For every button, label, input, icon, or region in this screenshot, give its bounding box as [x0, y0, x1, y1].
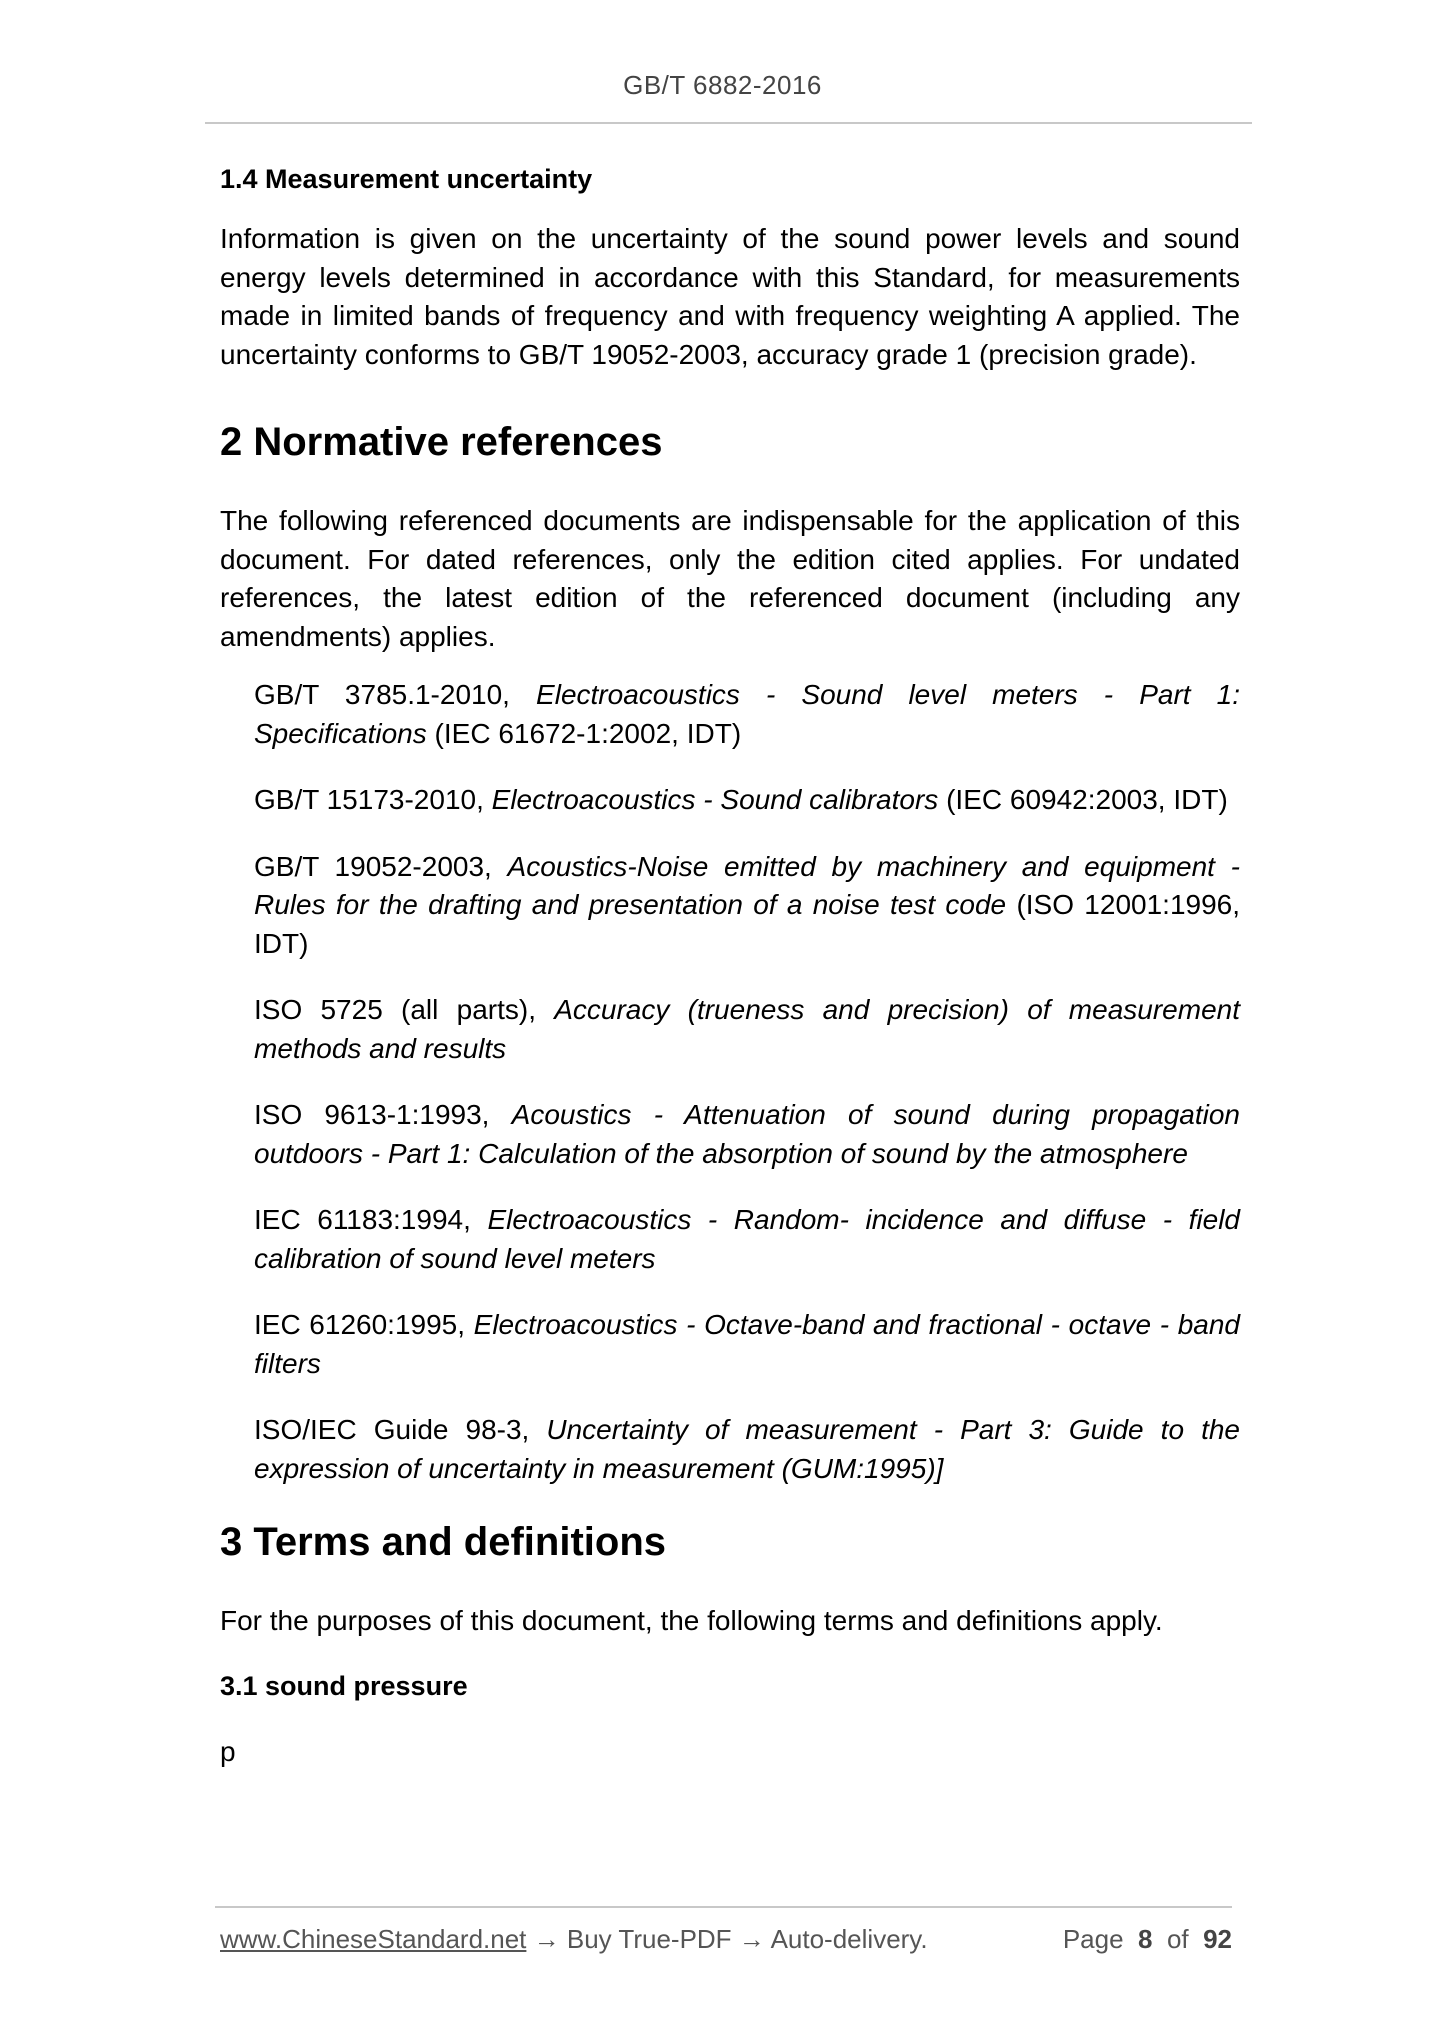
reference-item	[254, 991, 1240, 1068]
reference-suffix: (ISO 12001:1996, IDT)	[254, 889, 1241, 959]
reference-code: GB/T 15173-2010,	[254, 784, 492, 815]
section-1-4-body: Information is given on the uncertainty of the sound power levels and sound energy levels determined in accordance with this Standard, for measurements made in limited bands of frequency and with frequency weighting A applied. The uncertainty conforms to GB/T 19052-2003, accuracy grade 1 (precision grade).	[220, 223, 1240, 370]
section-2-heading: 2 Normative references	[220, 420, 663, 464]
footer-tagline: → Buy True-PDF → Auto-delivery.	[526, 1924, 928, 1954]
section-2-body: The following referenced documents are indispensable for the application of this document. For dated references, only the edition cited applies. For undated references, the latest edition of the referenced document (including any amendments) applies.	[220, 505, 1240, 652]
reference-title: Electroacoustics - Random- incidence and diffuse - field calibration of sound level meters	[254, 1204, 1240, 1274]
section-3-body: For the purposes of this document, the following terms and definitions apply.	[220, 1605, 1163, 1636]
reference-title: Uncertainty of measurement - Part 3: Guide to the expression of uncertainty in measurement (GUM:1995)]	[254, 1414, 1240, 1484]
footer-divider	[215, 1906, 1232, 1908]
page-label: Page	[1062, 1924, 1124, 1954]
reference-code: IEC 61183:1994,	[254, 1204, 488, 1235]
sound-pressure-symbol: p	[220, 1735, 236, 1767]
website-link[interactable]: www.ChineseStandard.net	[220, 1924, 527, 1954]
reference-suffix: (IEC 60942:2003, IDT)	[938, 784, 1228, 815]
reference-item	[254, 781, 1240, 820]
reference-title: Electroacoustics - Sound level meters - Part 1: Specifications	[254, 679, 1240, 749]
reference-item	[254, 1096, 1240, 1173]
running-header-title: GB/T 6882-2016	[623, 70, 822, 100]
reference-code: GB/T 19052-2003,	[254, 850, 508, 882]
page-total: 92	[1203, 1924, 1232, 1954]
page-body	[220, 150, 1240, 1771]
reference-item	[254, 1306, 1240, 1383]
reference-suffix: (IEC 61672-1:2002, IDT)	[426, 717, 742, 749]
reference-title: Acoustics - Attenuation of sound during propagation outdoors - Part 1: Calculation of the absorption of sound by the atmosphere	[254, 1099, 1241, 1169]
reference-title: Electroacoustics - Octave-band and fractional - octave - band filters	[254, 1309, 1240, 1379]
reference-code: ISO 9613-1:1993,	[254, 1099, 512, 1130]
reference-title: Electroacoustics - Sound calibrators	[491, 784, 939, 815]
footer-promo	[220, 1924, 928, 1955]
reference-title: Accuracy (trueness and precision) of measurement methods and results	[254, 994, 1240, 1064]
reference-item	[254, 848, 1240, 964]
page-counter	[1063, 1924, 1232, 1955]
reference-title: Acoustics-Noise emitted by machinery and equipment - Rules for the drafting and presentation of a noise test code	[254, 850, 1240, 920]
section-3-1-heading: 3.1 sound pressure	[220, 1670, 468, 1701]
page-number: 8	[1138, 1924, 1153, 1954]
section-3-heading: 3 Terms and definitions	[220, 1520, 666, 1564]
reference-item	[254, 1411, 1240, 1488]
section-1-4-heading: 1.4 Measurement uncertainty	[220, 164, 593, 194]
reference-code: ISO 5725 (all parts),	[254, 994, 555, 1025]
reference-item	[254, 676, 1240, 753]
normative-reference-list	[220, 676, 1240, 1488]
reference-code: IEC 61260:1995,	[254, 1309, 474, 1340]
header-divider	[205, 122, 1252, 124]
of-label: of	[1166, 1924, 1189, 1954]
reference-item	[254, 1201, 1240, 1278]
reference-code: ISO/IEC Guide 98-3,	[254, 1414, 547, 1445]
reference-code: GB/T 3785.1-2010,	[254, 679, 537, 710]
